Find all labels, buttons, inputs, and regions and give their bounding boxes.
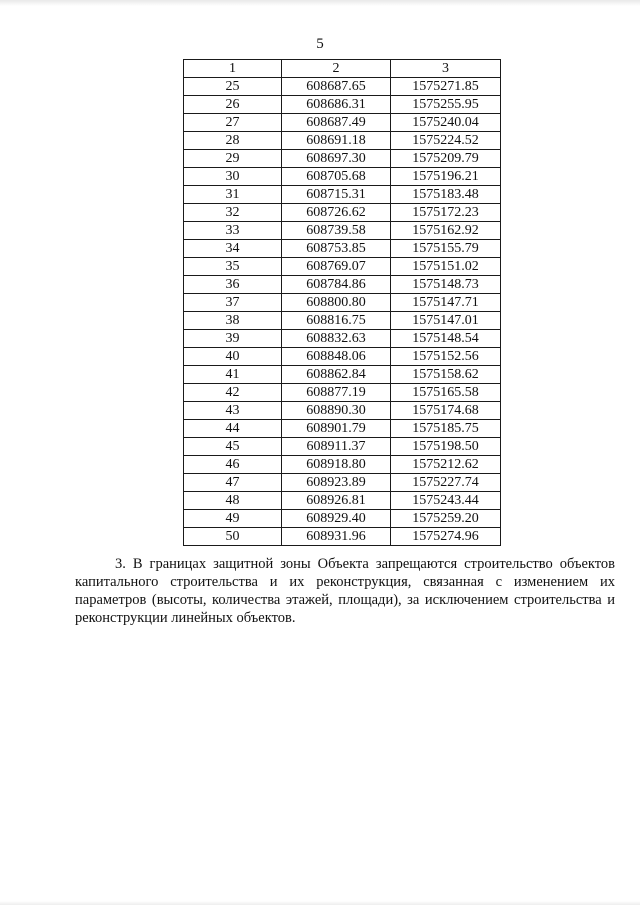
point-number-cell: 34 <box>184 240 282 258</box>
point-number-cell: 41 <box>184 366 282 384</box>
coordinates-table <box>183 59 501 546</box>
table-row <box>184 312 501 330</box>
table-row <box>184 438 501 456</box>
y-coordinate-cell: 1575209.79 <box>391 150 501 168</box>
table-row <box>184 528 501 546</box>
column-header-y: 3 <box>391 60 501 78</box>
y-coordinate-cell: 1575152.56 <box>391 348 501 366</box>
table-row <box>184 78 501 96</box>
x-coordinate-cell: 608832.63 <box>282 330 391 348</box>
table-body <box>184 78 501 546</box>
y-coordinate-cell: 1575255.95 <box>391 96 501 114</box>
x-coordinate-cell: 608687.65 <box>282 78 391 96</box>
x-coordinate-cell: 608901.79 <box>282 420 391 438</box>
x-coordinate-cell: 608697.30 <box>282 150 391 168</box>
column-header-x: 2 <box>282 60 391 78</box>
column-header-point: 1 <box>184 60 282 78</box>
x-coordinate-cell: 608862.84 <box>282 366 391 384</box>
table-row <box>184 96 501 114</box>
point-number-cell: 27 <box>184 114 282 132</box>
y-coordinate-cell: 1575227.74 <box>391 474 501 492</box>
x-coordinate-cell: 608726.62 <box>282 204 391 222</box>
y-coordinate-cell: 1575148.73 <box>391 276 501 294</box>
y-coordinate-cell: 1575162.92 <box>391 222 501 240</box>
table-row <box>184 276 501 294</box>
x-coordinate-cell: 608929.40 <box>282 510 391 528</box>
table-row <box>184 294 501 312</box>
table-header-row <box>184 60 501 78</box>
point-number-cell: 26 <box>184 96 282 114</box>
table-row <box>184 420 501 438</box>
point-number-cell: 36 <box>184 276 282 294</box>
table-row <box>184 330 501 348</box>
y-coordinate-cell: 1575165.58 <box>391 384 501 402</box>
table-row <box>184 222 501 240</box>
point-number-cell: 38 <box>184 312 282 330</box>
point-number-cell: 39 <box>184 330 282 348</box>
point-number-cell: 28 <box>184 132 282 150</box>
table-row <box>184 132 501 150</box>
y-coordinate-cell: 1575212.62 <box>391 456 501 474</box>
x-coordinate-cell: 608923.89 <box>282 474 391 492</box>
x-coordinate-cell: 608705.68 <box>282 168 391 186</box>
point-number-cell: 40 <box>184 348 282 366</box>
point-number-cell: 37 <box>184 294 282 312</box>
x-coordinate-cell: 608739.58 <box>282 222 391 240</box>
y-coordinate-cell: 1575185.75 <box>391 420 501 438</box>
y-coordinate-cell: 1575155.79 <box>391 240 501 258</box>
point-number-cell: 35 <box>184 258 282 276</box>
table-row <box>184 258 501 276</box>
table-row <box>184 348 501 366</box>
point-number-cell: 47 <box>184 474 282 492</box>
y-coordinate-cell: 1575196.21 <box>391 168 501 186</box>
table-row <box>184 366 501 384</box>
y-coordinate-cell: 1575148.54 <box>391 330 501 348</box>
point-number-cell: 45 <box>184 438 282 456</box>
y-coordinate-cell: 1575172.23 <box>391 204 501 222</box>
point-number-cell: 31 <box>184 186 282 204</box>
table-row <box>184 402 501 420</box>
table-row <box>184 168 501 186</box>
table-row <box>184 384 501 402</box>
point-number-cell: 46 <box>184 456 282 474</box>
point-number-cell: 25 <box>184 78 282 96</box>
point-number-cell: 44 <box>184 420 282 438</box>
scan-top-edge <box>0 0 640 6</box>
scan-bottom-edge <box>0 901 640 905</box>
x-coordinate-cell: 608926.81 <box>282 492 391 510</box>
y-coordinate-cell: 1575158.62 <box>391 366 501 384</box>
restriction-paragraph: 3. В границах защитной зоны Объекта запрещаются строительство объектов капитального строительства и их реконструкция, связанная с изменением их параметров (высоты, количества этажей, площади), за исключением строительства и реконструкции линейных объектов. <box>75 556 615 626</box>
y-coordinate-cell: 1575274.96 <box>391 528 501 546</box>
y-coordinate-cell: 1575243.44 <box>391 492 501 510</box>
table-row <box>184 474 501 492</box>
page-number: 5 <box>316 36 324 52</box>
x-coordinate-cell: 608816.75 <box>282 312 391 330</box>
table-row <box>184 456 501 474</box>
table-row <box>184 114 501 132</box>
x-coordinate-cell: 608784.86 <box>282 276 391 294</box>
table-row <box>184 150 501 168</box>
table-row <box>184 186 501 204</box>
point-number-cell: 48 <box>184 492 282 510</box>
y-coordinate-cell: 1575147.01 <box>391 312 501 330</box>
point-number-cell: 33 <box>184 222 282 240</box>
x-coordinate-cell: 608890.30 <box>282 402 391 420</box>
x-coordinate-cell: 608877.19 <box>282 384 391 402</box>
x-coordinate-cell: 608911.37 <box>282 438 391 456</box>
point-number-cell: 32 <box>184 204 282 222</box>
table-row <box>184 204 501 222</box>
y-coordinate-cell: 1575259.20 <box>391 510 501 528</box>
y-coordinate-cell: 1575224.52 <box>391 132 501 150</box>
x-coordinate-cell: 608687.49 <box>282 114 391 132</box>
y-coordinate-cell: 1575198.50 <box>391 438 501 456</box>
x-coordinate-cell: 608753.85 <box>282 240 391 258</box>
x-coordinate-cell: 608931.96 <box>282 528 391 546</box>
table-row <box>184 240 501 258</box>
x-coordinate-cell: 608691.18 <box>282 132 391 150</box>
y-coordinate-cell: 1575183.48 <box>391 186 501 204</box>
table-row <box>184 510 501 528</box>
point-number-cell: 42 <box>184 384 282 402</box>
point-number-cell: 50 <box>184 528 282 546</box>
x-coordinate-cell: 608800.80 <box>282 294 391 312</box>
x-coordinate-cell: 608686.31 <box>282 96 391 114</box>
table-row <box>184 492 501 510</box>
x-coordinate-cell: 608769.07 <box>282 258 391 276</box>
x-coordinate-cell: 608918.80 <box>282 456 391 474</box>
point-number-cell: 29 <box>184 150 282 168</box>
x-coordinate-cell: 608715.31 <box>282 186 391 204</box>
x-coordinate-cell: 608848.06 <box>282 348 391 366</box>
y-coordinate-cell: 1575271.85 <box>391 78 501 96</box>
y-coordinate-cell: 1575174.68 <box>391 402 501 420</box>
y-coordinate-cell: 1575147.71 <box>391 294 501 312</box>
point-number-cell: 43 <box>184 402 282 420</box>
point-number-cell: 49 <box>184 510 282 528</box>
y-coordinate-cell: 1575240.04 <box>391 114 501 132</box>
y-coordinate-cell: 1575151.02 <box>391 258 501 276</box>
point-number-cell: 30 <box>184 168 282 186</box>
